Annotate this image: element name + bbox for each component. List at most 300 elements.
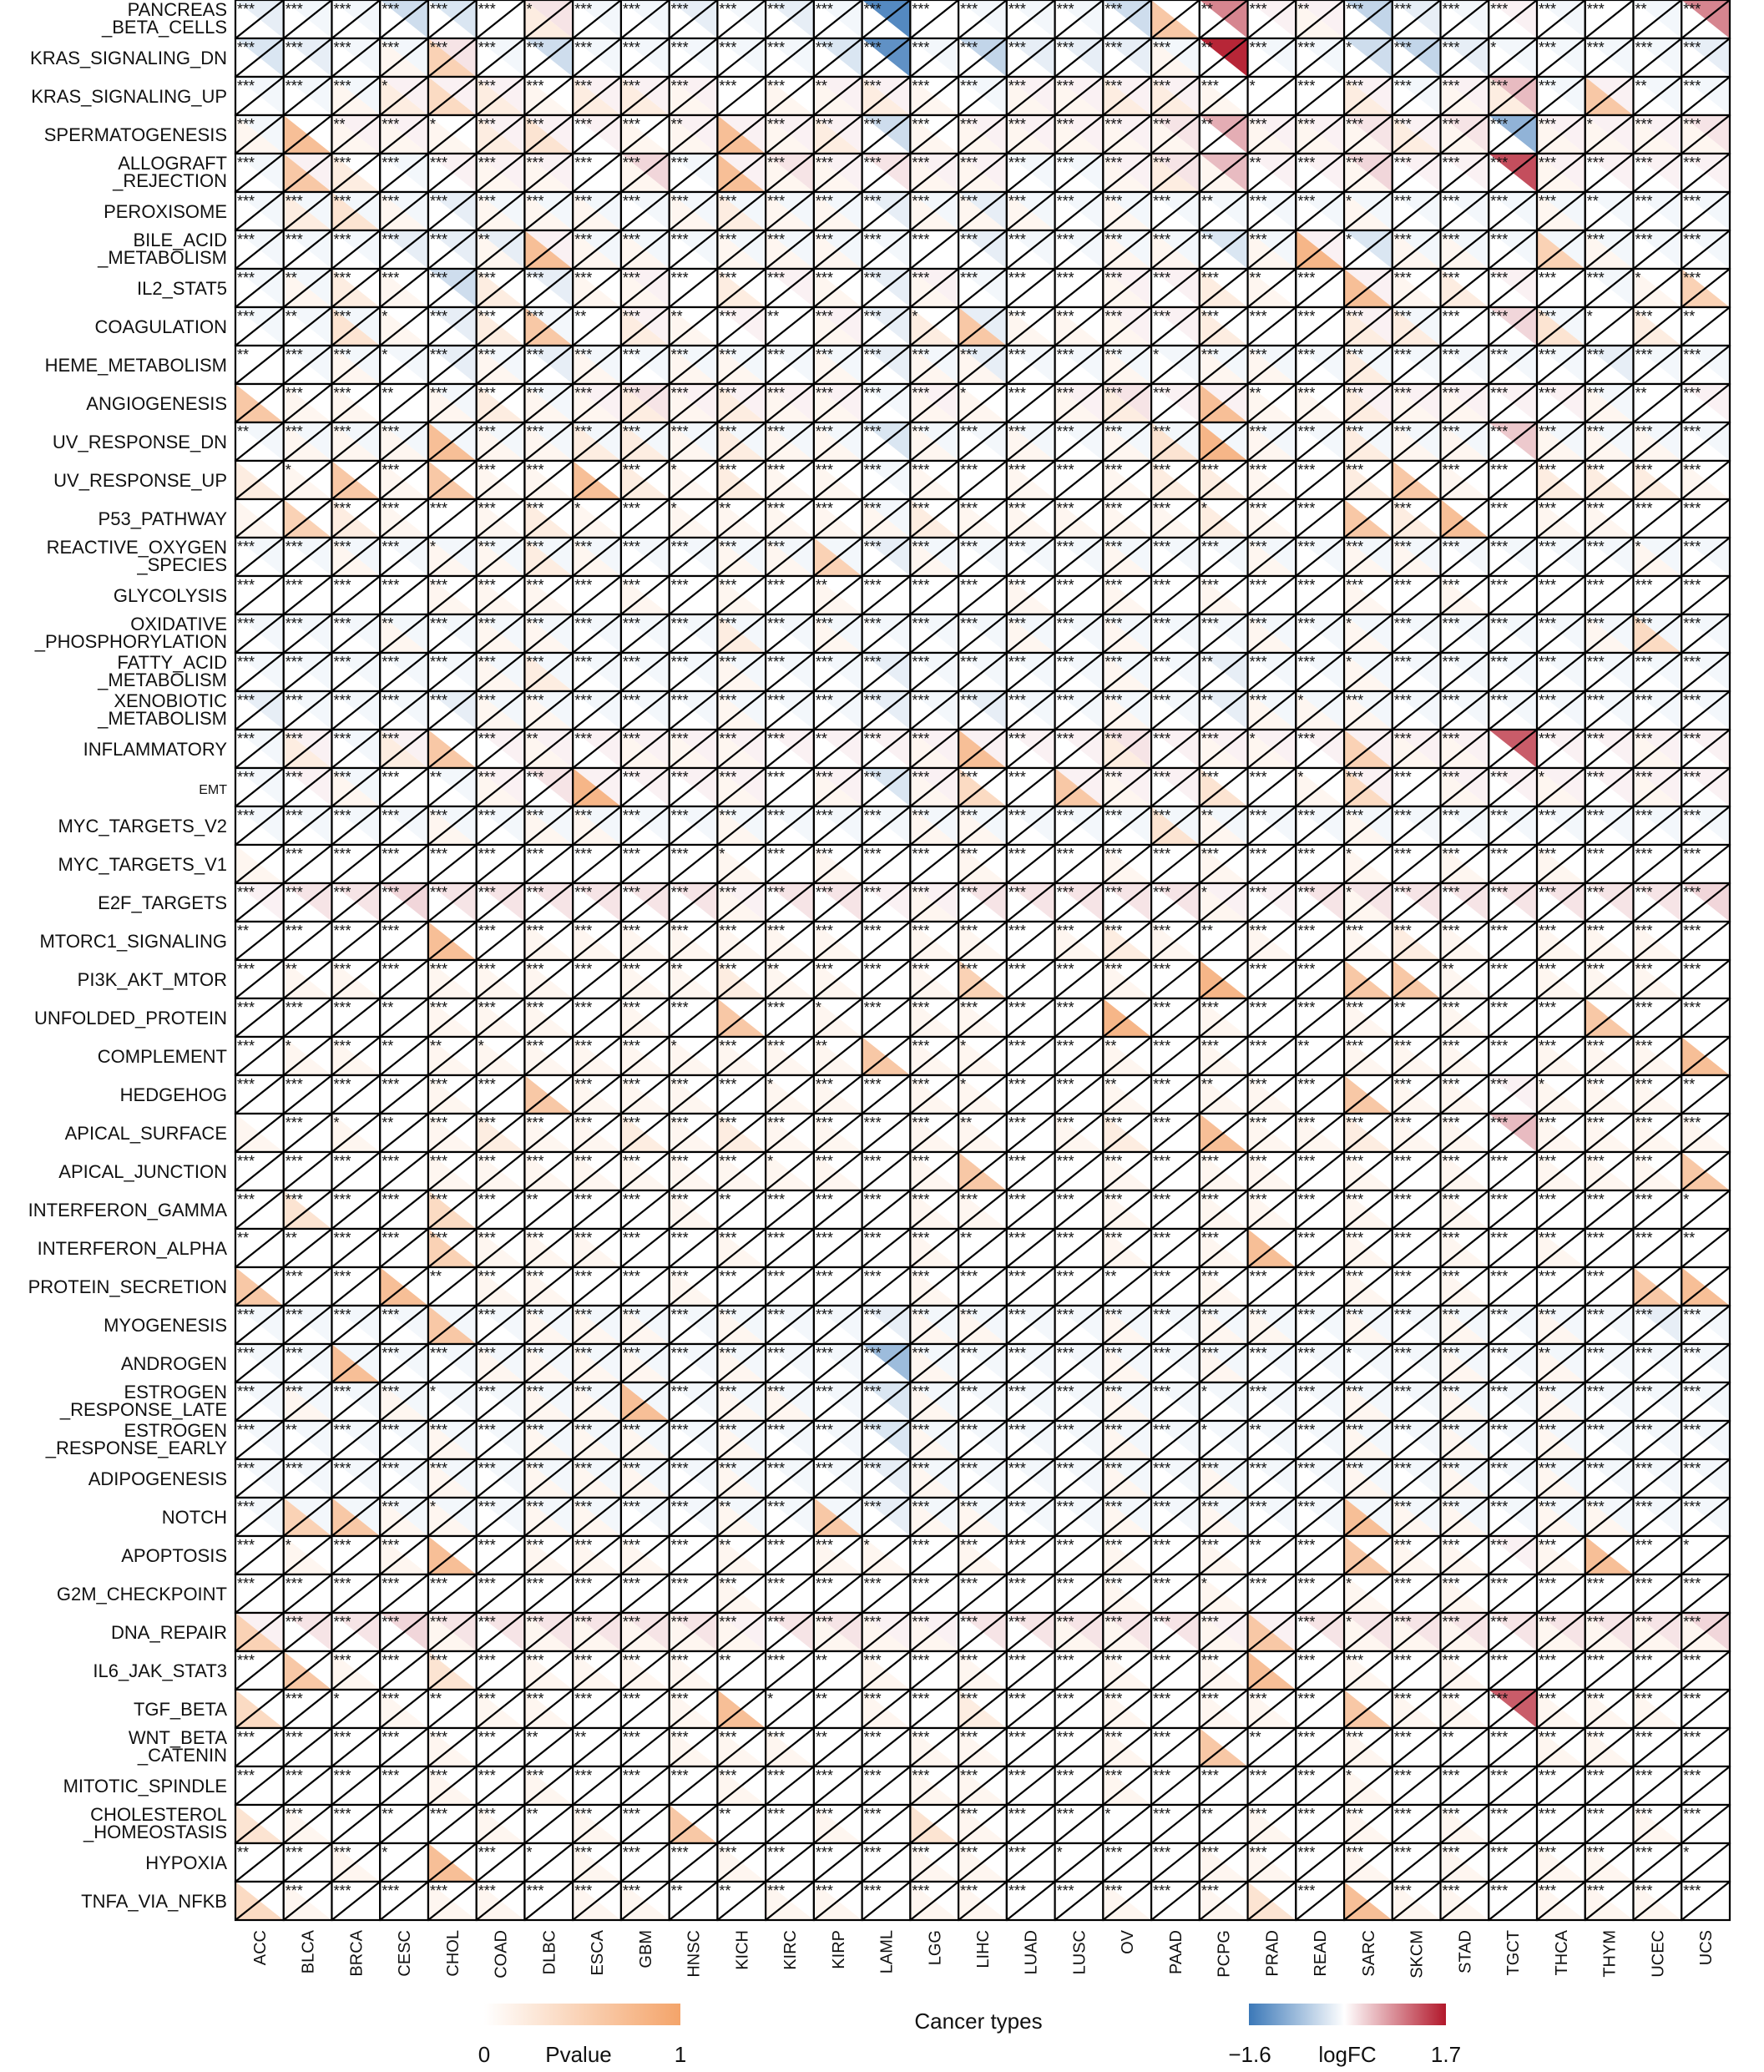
significance-stars: *** <box>1490 769 1509 786</box>
significance-stars: *** <box>1393 231 1412 248</box>
significance-stars: *** <box>478 654 496 670</box>
significance-stars: *** <box>1393 78 1412 94</box>
heatmap-cell <box>670 230 718 269</box>
significance-stars: *** <box>1683 346 1701 363</box>
significance-stars: ** <box>382 385 394 402</box>
heatmap-cell <box>1007 538 1055 576</box>
significance-stars: *** <box>1056 538 1074 555</box>
significance-stars: *** <box>1586 884 1605 901</box>
significance-stars: *** <box>1346 385 1364 402</box>
significance-stars: *** <box>1056 346 1074 363</box>
heatmap-cell <box>1007 192 1055 230</box>
heatmap-cell <box>1489 806 1537 845</box>
significance-stars: * <box>1249 730 1256 747</box>
heatmap-cell <box>477 960 525 998</box>
significance-stars: *** <box>960 692 978 709</box>
heatmap-cell <box>477 730 525 768</box>
significance-stars: *** <box>1104 961 1123 978</box>
heatmap-cell <box>1537 422 1585 461</box>
heatmap-cell <box>766 768 814 806</box>
heatmap-cell <box>477 346 525 384</box>
significance-stars: *** <box>574 577 593 594</box>
significance-stars: * <box>1346 884 1352 901</box>
significance-stars: *** <box>333 846 351 862</box>
significance-stars: * <box>429 538 436 555</box>
heatmap-cell <box>1441 422 1489 461</box>
heatmap-cell <box>717 768 766 806</box>
significance-stars: *** <box>574 692 593 709</box>
heatmap-cell <box>1344 77 1392 115</box>
significance-stars: *** <box>1539 654 1557 670</box>
heatmap-cell <box>1392 154 1441 192</box>
heatmap-cell <box>1681 576 1730 614</box>
significance-stars: *** <box>815 654 833 670</box>
significance-stars: *** <box>1393 884 1412 901</box>
significance-stars: *** <box>478 577 496 594</box>
significance-stars: *** <box>912 462 930 478</box>
significance-stars: *** <box>526 78 544 94</box>
significance-stars: *** <box>1393 654 1412 670</box>
heatmap-cell <box>1055 845 1104 883</box>
heatmap-cell <box>1055 269 1104 307</box>
heatmap-cell <box>235 730 284 768</box>
significance-stars: *** <box>526 654 544 670</box>
heatmap-cell <box>1248 806 1296 845</box>
heatmap-cell <box>766 998 814 1037</box>
significance-stars: *** <box>1104 193 1123 210</box>
significance-stars: *** <box>1635 922 1653 939</box>
significance-stars: ** <box>1442 961 1454 978</box>
significance-stars: *** <box>1200 577 1219 594</box>
heatmap-cell <box>717 730 766 768</box>
heatmap-cell <box>524 922 573 960</box>
heatmap-cell <box>1537 960 1585 998</box>
heatmap-cell <box>717 614 766 653</box>
significance-stars: *** <box>1249 462 1267 478</box>
heatmap-cell <box>284 845 332 883</box>
heatmap-cell <box>958 768 1007 806</box>
heatmap-cell <box>1200 461 1248 499</box>
heatmap-cell <box>1296 960 1344 998</box>
heatmap-cell <box>380 998 428 1037</box>
heatmap-cell <box>1200 998 1248 1037</box>
significance-stars: *** <box>1490 846 1509 862</box>
significance-stars: *** <box>526 462 544 478</box>
significance-stars: *** <box>1249 615 1267 632</box>
heatmap-cell <box>621 653 670 691</box>
significance-stars: *** <box>333 385 351 402</box>
heatmap-cell <box>1007 154 1055 192</box>
heatmap-cell <box>958 806 1007 845</box>
heatmap-cell <box>1585 653 1634 691</box>
significance-stars: *** <box>1683 922 1701 939</box>
heatmap-cell <box>1537 384 1585 422</box>
heatmap-cell <box>958 461 1007 499</box>
heatmap-cell <box>235 768 284 806</box>
significance-stars: *** <box>1442 884 1460 901</box>
significance-stars: *** <box>912 423 930 440</box>
significance-stars: *** <box>1008 846 1026 862</box>
significance-stars: *** <box>1104 769 1123 786</box>
significance-stars: ** <box>1200 39 1213 56</box>
heatmap-cell <box>1537 77 1585 115</box>
heatmap-cell <box>235 115 284 154</box>
heatmap-cell <box>1103 499 1151 538</box>
significance-stars: *** <box>382 462 400 478</box>
heatmap-cell <box>814 998 862 1037</box>
significance-stars: *** <box>863 78 882 94</box>
heatmap-cell <box>766 115 814 154</box>
heatmap-cell <box>284 0 332 38</box>
heatmap-cell <box>1103 38 1151 77</box>
heatmap-cell <box>1441 691 1489 730</box>
heatmap-cell <box>1007 269 1055 307</box>
heatmap-cell <box>862 115 911 154</box>
heatmap-cell <box>477 0 525 38</box>
heatmap-cell <box>524 730 573 768</box>
heatmap-cell <box>331 461 380 499</box>
significance-stars: *** <box>1393 577 1412 594</box>
significance-stars: *** <box>670 1 689 18</box>
significance-stars: *** <box>1539 807 1557 824</box>
heatmap-cell <box>331 269 380 307</box>
significance-stars: * <box>1539 769 1545 786</box>
heatmap-cell <box>331 499 380 538</box>
significance-stars: *** <box>478 193 496 210</box>
heatmap-cell <box>1392 922 1441 960</box>
heatmap-cell <box>1681 691 1730 730</box>
significance-stars: *** <box>526 500 544 517</box>
heatmap-cell <box>1007 768 1055 806</box>
significance-stars: *** <box>429 807 447 824</box>
heatmap-cell <box>1344 269 1392 307</box>
heatmap-cell <box>1055 422 1104 461</box>
heatmap-cell <box>573 230 621 269</box>
heatmap-cell <box>524 461 573 499</box>
heatmap-cell <box>1151 845 1200 883</box>
heatmap-cell <box>621 960 670 998</box>
heatmap-cell <box>524 883 573 922</box>
significance-stars: *** <box>237 615 255 632</box>
heatmap-cell <box>331 730 380 768</box>
significance-stars: *** <box>670 730 689 747</box>
heatmap-cell <box>717 384 766 422</box>
significance-stars: *** <box>429 692 447 709</box>
significance-stars: *** <box>1153 154 1171 171</box>
heatmap-cell <box>428 845 477 883</box>
significance-stars: *** <box>1346 692 1364 709</box>
significance-stars: *** <box>1297 922 1316 939</box>
heatmap-cell <box>428 883 477 922</box>
significance-stars: *** <box>333 615 351 632</box>
heatmap-cell <box>1296 998 1344 1037</box>
heatmap-cell <box>1585 346 1634 384</box>
significance-stars: * <box>1346 654 1352 670</box>
significance-stars: *** <box>382 423 400 440</box>
heatmap-cell <box>1296 422 1344 461</box>
heatmap-cell <box>1151 422 1200 461</box>
heatmap-cell <box>1585 115 1634 154</box>
significance-stars: *** <box>333 730 351 747</box>
significance-stars: *** <box>1635 884 1653 901</box>
significance-stars: ** <box>815 577 827 594</box>
significance-stars: *** <box>815 385 833 402</box>
heatmap-cell <box>1200 653 1248 691</box>
heatmap-cell <box>331 960 380 998</box>
significance-stars: *** <box>960 39 978 56</box>
significance-stars: *** <box>526 116 544 133</box>
significance-stars: *** <box>863 615 882 632</box>
significance-stars: *** <box>574 78 593 94</box>
significance-stars: *** <box>1490 270 1509 286</box>
heatmap-cell <box>573 115 621 154</box>
significance-stars: *** <box>1200 270 1219 286</box>
significance-stars: *** <box>526 423 544 440</box>
significance-stars: *** <box>429 270 447 286</box>
heatmap-cell <box>766 691 814 730</box>
significance-stars: *** <box>574 116 593 133</box>
significance-stars: *** <box>333 577 351 594</box>
significance-stars: *** <box>1635 615 1653 632</box>
significance-stars: *** <box>1008 39 1026 56</box>
heatmap-cell <box>1392 998 1441 1037</box>
heatmap-cell <box>573 77 621 115</box>
significance-stars: *** <box>429 308 447 325</box>
heatmap-cell <box>1392 0 1441 38</box>
significance-stars: *** <box>767 193 786 210</box>
significance-stars: *** <box>574 846 593 862</box>
heatmap-cell <box>862 768 911 806</box>
significance-stars: *** <box>815 270 833 286</box>
heatmap-cell <box>1296 653 1344 691</box>
significance-stars: *** <box>622 538 640 555</box>
heatmap-cell <box>621 307 670 346</box>
significance-stars: *** <box>863 807 882 824</box>
heatmap-cell <box>1007 422 1055 461</box>
heatmap-cell <box>814 845 862 883</box>
significance-stars: *** <box>1200 769 1219 786</box>
heatmap-cell <box>1441 115 1489 154</box>
significance-stars: *** <box>1586 538 1605 555</box>
significance-stars: *** <box>719 346 737 363</box>
significance-stars: *** <box>526 961 544 978</box>
significance-stars: ** <box>1635 1 1647 18</box>
significance-stars: *** <box>1297 961 1316 978</box>
heatmap-cell <box>1055 691 1104 730</box>
heatmap-cell <box>235 422 284 461</box>
significance-stars: *** <box>1586 1 1605 18</box>
heatmap-cell <box>717 346 766 384</box>
heatmap-cell <box>1392 768 1441 806</box>
significance-stars: *** <box>622 78 640 94</box>
heatmap-cell <box>1296 77 1344 115</box>
significance-stars: *** <box>382 654 400 670</box>
heatmap-cell <box>428 115 477 154</box>
heatmap-cell <box>380 384 428 422</box>
heatmap-cell <box>1248 768 1296 806</box>
significance-stars: *** <box>1346 538 1364 555</box>
significance-stars: *** <box>1490 999 1509 1016</box>
significance-stars: *** <box>622 270 640 286</box>
significance-stars: *** <box>1683 769 1701 786</box>
heatmap-cell <box>284 384 332 422</box>
significance-stars: *** <box>670 615 689 632</box>
heatmap-cell <box>573 960 621 998</box>
significance-stars: *** <box>333 538 351 555</box>
heatmap-cell <box>1344 768 1392 806</box>
heatmap-cell <box>428 346 477 384</box>
heatmap-cell <box>1248 960 1296 998</box>
significance-stars: *** <box>1249 692 1267 709</box>
heatmap-cell <box>380 768 428 806</box>
significance-stars: *** <box>767 154 786 171</box>
heatmap-cell <box>1200 384 1248 422</box>
significance-stars: *** <box>767 538 786 555</box>
significance-stars: *** <box>237 116 255 133</box>
heatmap-cell <box>862 998 911 1037</box>
heatmap-cell <box>814 77 862 115</box>
heatmap-cell <box>1103 614 1151 653</box>
heatmap-cell <box>331 307 380 346</box>
heatmap-cell <box>1537 614 1585 653</box>
heatmap-cell <box>1296 576 1344 614</box>
heatmap-cell <box>1634 922 1682 960</box>
significance-stars: *** <box>1393 423 1412 440</box>
heatmap-cell <box>1634 461 1682 499</box>
heatmap-cell <box>380 576 428 614</box>
heatmap-cell <box>1681 346 1730 384</box>
significance-stars: *** <box>526 999 544 1016</box>
significance-stars: *** <box>815 846 833 862</box>
heatmap-cell <box>1055 960 1104 998</box>
heatmap-cell <box>1681 307 1730 346</box>
heatmap-cell <box>573 384 621 422</box>
significance-stars: *** <box>960 961 978 978</box>
heatmap-cell <box>814 422 862 461</box>
significance-stars: *** <box>1442 231 1460 248</box>
heatmap-cell <box>1634 384 1682 422</box>
significance-stars: *** <box>382 538 400 555</box>
heatmap-cell <box>284 77 332 115</box>
heatmap-cell <box>717 77 766 115</box>
significance-stars: ** <box>670 116 683 133</box>
significance-stars: *** <box>719 231 737 248</box>
heatmap-cell <box>1103 806 1151 845</box>
heatmap-cell <box>1103 768 1151 806</box>
significance-stars: *** <box>333 154 351 171</box>
significance-stars: *** <box>333 769 351 786</box>
significance-stars: *** <box>1008 615 1026 632</box>
heatmap-cell <box>477 538 525 576</box>
significance-stars: *** <box>719 961 737 978</box>
heatmap-cell <box>1103 230 1151 269</box>
heatmap-cell <box>1681 998 1730 1037</box>
significance-stars: *** <box>1008 231 1026 248</box>
significance-stars: *** <box>1490 807 1509 824</box>
significance-stars: *** <box>912 231 930 248</box>
heatmap-cell <box>1392 115 1441 154</box>
heatmap-cell <box>1489 538 1537 576</box>
significance-stars: *** <box>767 500 786 517</box>
heatmap-cell <box>1344 653 1392 691</box>
significance-stars: ** <box>767 961 780 978</box>
heatmap-cell <box>1151 307 1200 346</box>
significance-stars: *** <box>1490 922 1509 939</box>
significance-stars: *** <box>1056 999 1074 1016</box>
significance-stars: *** <box>237 807 255 824</box>
significance-stars: *** <box>960 769 978 786</box>
significance-stars: * <box>1635 538 1641 555</box>
significance-stars: *** <box>863 231 882 248</box>
heatmap-cell <box>284 269 332 307</box>
heatmap-cell <box>1007 998 1055 1037</box>
significance-stars: *** <box>1056 270 1074 286</box>
significance-stars: *** <box>670 346 689 363</box>
heatmap-cell <box>910 77 958 115</box>
heatmap-cell <box>284 115 332 154</box>
heatmap-cell <box>573 269 621 307</box>
heatmap-cell <box>1585 998 1634 1037</box>
heatmap-cell <box>1441 0 1489 38</box>
significance-stars: *** <box>863 692 882 709</box>
heatmap-cell <box>814 960 862 998</box>
heatmap-cell <box>1007 614 1055 653</box>
heatmap-cell <box>1441 230 1489 269</box>
heatmap-cell <box>1151 960 1200 998</box>
significance-stars: *** <box>863 385 882 402</box>
heatmap-cell <box>670 998 718 1037</box>
significance-stars: * <box>1635 270 1641 286</box>
heatmap-cell <box>1537 768 1585 806</box>
significance-stars: *** <box>574 423 593 440</box>
significance-stars: *** <box>1393 346 1412 363</box>
heatmap-cell <box>1441 384 1489 422</box>
significance-stars: ** <box>333 116 346 133</box>
significance-stars: ** <box>526 730 538 747</box>
heatmap-cell <box>331 422 380 461</box>
heatmap-cell <box>1151 691 1200 730</box>
significance-stars: *** <box>622 500 640 517</box>
heatmap-cell <box>1441 154 1489 192</box>
heatmap-cell <box>1441 499 1489 538</box>
heatmap-cell <box>380 883 428 922</box>
heatmap-cell <box>573 922 621 960</box>
heatmap-cell <box>958 576 1007 614</box>
heatmap-cell <box>1634 77 1682 115</box>
heatmap-cell <box>1681 768 1730 806</box>
significance-stars: *** <box>1539 385 1557 402</box>
heatmap-cell <box>1441 538 1489 576</box>
significance-stars: *** <box>912 922 930 939</box>
significance-stars: *** <box>1442 807 1460 824</box>
heatmap-cell <box>1007 384 1055 422</box>
significance-stars: *** <box>815 884 833 901</box>
heatmap-cell <box>1248 422 1296 461</box>
heatmap-cell <box>1441 38 1489 77</box>
heatmap-cell <box>814 653 862 691</box>
heatmap-cell <box>1634 192 1682 230</box>
significance-stars: *** <box>1346 423 1364 440</box>
significance-stars: *** <box>1008 807 1026 824</box>
significance-stars: ** <box>382 615 394 632</box>
significance-stars: *** <box>815 615 833 632</box>
heatmap-cell <box>717 653 766 691</box>
heatmap-cell <box>331 691 380 730</box>
heatmap-cell <box>766 730 814 768</box>
significance-stars: *** <box>1442 270 1460 286</box>
heatmap-cell <box>524 422 573 461</box>
significance-stars: *** <box>960 922 978 939</box>
